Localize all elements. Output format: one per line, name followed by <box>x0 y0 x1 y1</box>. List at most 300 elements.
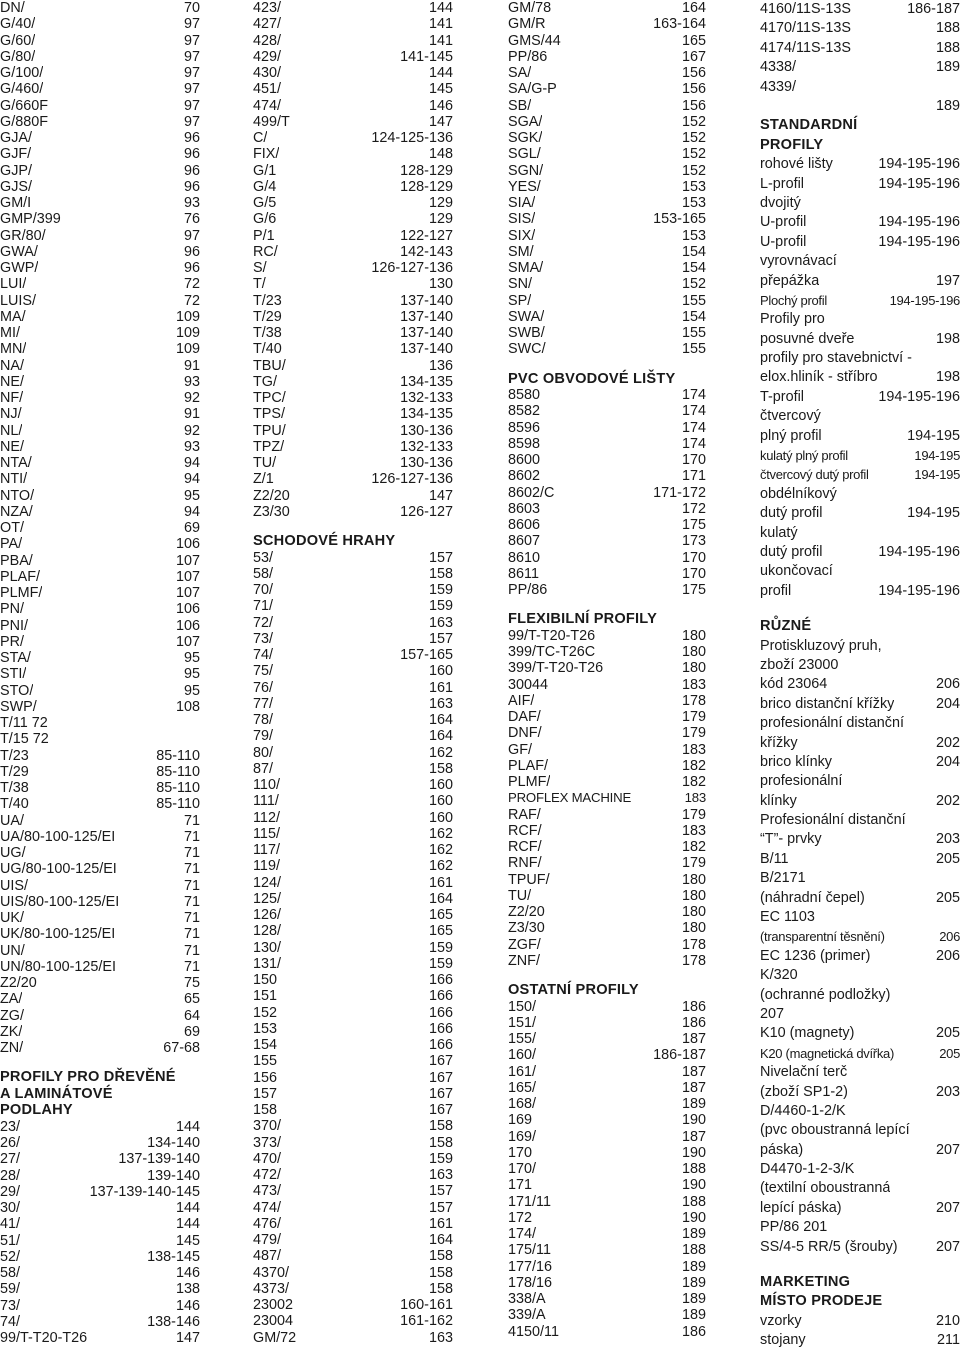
index-entry <box>253 745 453 761</box>
product-code: 172 <box>508 1209 533 1226</box>
product-code: LUI/ <box>0 276 27 293</box>
product-code: LUIS/ <box>0 292 36 309</box>
index-entry <box>760 504 960 523</box>
product-code: 73/ <box>253 630 274 647</box>
index-entry <box>508 130 706 146</box>
index-entry <box>760 485 960 504</box>
product-code: profesionální distanční <box>760 715 904 732</box>
product-code: SIX/ <box>508 227 536 244</box>
index-entry <box>508 1047 706 1063</box>
index-entry <box>253 550 453 566</box>
index-entry <box>253 1200 453 1216</box>
index-entry <box>253 777 453 793</box>
index-entry <box>508 953 706 969</box>
product-code: 150 <box>253 972 278 988</box>
product-code: SGL/ <box>508 146 541 163</box>
index-entry <box>0 618 200 634</box>
product-code: 128/ <box>253 923 282 940</box>
index-entry <box>0 439 200 455</box>
product-code: dvojitý <box>760 194 801 211</box>
index-entry <box>0 1233 200 1249</box>
index-entry <box>253 163 453 179</box>
product-code: 8611 <box>508 565 539 582</box>
index-entry <box>0 1008 200 1024</box>
product-code: T/40 <box>0 796 29 813</box>
page-number: 107 <box>175 552 200 569</box>
index-column-1 <box>0 0 200 1346</box>
page-number: 167 <box>681 48 706 65</box>
index-entry <box>253 1330 453 1346</box>
product-code: 124/ <box>253 874 282 891</box>
section-spacer <box>508 358 706 371</box>
product-code: Z3/30 <box>253 503 290 520</box>
product-code: 52/ <box>0 1248 21 1265</box>
product-code: UA/80-100-125/EI <box>0 828 116 845</box>
index-entry <box>508 309 706 325</box>
product-code: UN/80-100-125/EI <box>0 958 116 975</box>
index-entry <box>508 823 706 839</box>
product-code: UG/80-100-125/EI <box>0 861 117 878</box>
page-number: 134-135 <box>400 406 453 423</box>
product-code: G/100/ <box>0 65 44 81</box>
product-code: 72/ <box>253 614 274 631</box>
product-code: 73/ <box>0 1297 21 1314</box>
index-entry <box>0 520 200 536</box>
product-code: 99/T-T20-T26 <box>508 627 596 644</box>
product-code: PA/ <box>0 536 23 553</box>
product-code: 8607 <box>508 533 541 550</box>
index-entry <box>508 517 706 533</box>
product-code: 150/ <box>508 998 537 1015</box>
index-entry <box>0 0 200 16</box>
page-number: 109 <box>175 308 200 325</box>
product-code: SP/ <box>508 292 532 309</box>
product-code: Z2/20 <box>0 975 37 991</box>
index-entry <box>0 114 200 130</box>
index-entry <box>0 845 200 861</box>
page-number: 95 <box>183 487 200 504</box>
page-number: 190 <box>681 1112 706 1129</box>
product-code: G/60/ <box>0 32 36 49</box>
page-number: 194-195 <box>914 448 960 464</box>
product-code: SWP/ <box>0 698 37 715</box>
page-number: 139-140 <box>147 1167 200 1184</box>
product-code: plný profil <box>760 427 822 444</box>
page-number: 92 <box>183 390 200 406</box>
page-number: 91 <box>183 357 200 374</box>
page-number: 170 <box>681 452 706 468</box>
index-entry <box>760 330 960 349</box>
page-number: 141-145 <box>400 48 453 65</box>
index-entry <box>760 927 960 946</box>
page-number: 166 <box>428 1004 453 1021</box>
page-number: 194-195 <box>914 467 960 483</box>
product-code: SWB/ <box>508 325 545 341</box>
page-number: 94 <box>183 471 200 488</box>
page-number: 97 <box>183 113 200 130</box>
product-code: GMP/399 <box>0 211 61 228</box>
index-entry <box>760 427 960 446</box>
page-number: 156 <box>681 65 706 81</box>
index-entry <box>760 1121 960 1140</box>
product-code: RCF/ <box>508 839 542 855</box>
index-entry <box>0 390 200 406</box>
product-code: stojany <box>760 1332 806 1349</box>
page-number: 153 <box>681 195 706 211</box>
index-entry <box>508 774 706 790</box>
page-number: 163 <box>428 695 453 712</box>
page-number: 94 <box>183 503 200 520</box>
product-code: 207 <box>760 1005 785 1022</box>
index-entry <box>253 179 453 195</box>
page-number: 158 <box>428 1264 453 1281</box>
index-entry <box>253 598 453 614</box>
product-code: EC 1103 <box>760 909 815 926</box>
page-number: 160 <box>428 809 453 826</box>
page-number: 144 <box>175 1200 200 1216</box>
page-number: 164 <box>428 890 453 907</box>
page-number: 138-146 <box>147 1313 200 1330</box>
page-number: 182 <box>681 774 706 790</box>
product-code: 174/ <box>508 1226 537 1242</box>
product-code: Z2/20 <box>508 904 545 920</box>
page-number: 171 <box>681 468 706 485</box>
product-code: 4160/11S-13S <box>760 1 851 17</box>
product-code: PLAF/ <box>0 568 40 585</box>
page-number: 76 <box>183 211 200 228</box>
page-number: 147 <box>428 113 453 130</box>
page-number: 167 <box>428 1069 453 1086</box>
page-number: 71 <box>183 877 200 894</box>
index-column-2 <box>253 0 453 1346</box>
product-code: 472/ <box>253 1167 282 1183</box>
product-code: GM/78 <box>508 0 552 16</box>
index-entry <box>508 1194 706 1210</box>
product-code: brico klínky <box>760 753 832 770</box>
product-code: GJA/ <box>0 130 32 146</box>
index-entry <box>0 991 200 1007</box>
page-number: 187 <box>681 1128 706 1145</box>
index-entry <box>253 956 453 972</box>
page-number: 70 <box>183 0 200 16</box>
page-number: 157 <box>428 1183 453 1200</box>
product-code: SN/ <box>508 276 532 293</box>
product-code: GJP/ <box>0 162 32 179</box>
product-code: T/11 72 <box>0 715 48 731</box>
product-code: 8602/C <box>508 484 555 501</box>
page-number: 164 <box>681 0 706 16</box>
product-code: D4470-1-2-3/K <box>760 1161 855 1178</box>
product-code: STA/ <box>0 650 31 666</box>
index-entry <box>0 244 200 260</box>
page-number: 91 <box>183 406 200 423</box>
index-entry <box>0 325 200 341</box>
index-entry <box>508 341 706 357</box>
product-code: PROFLEX MACHINE <box>508 790 632 806</box>
page-number: 194-195 <box>907 427 960 444</box>
product-code: 70/ <box>253 582 274 598</box>
index-entry <box>760 675 960 694</box>
page-number: 71 <box>183 942 200 959</box>
page-number: 205 <box>935 889 960 906</box>
product-code: čtvercový <box>760 408 821 425</box>
index-entry <box>508 276 706 292</box>
product-code: 8610 <box>508 549 541 566</box>
page-number: 128-129 <box>400 162 453 179</box>
index-entry <box>760 869 960 888</box>
index-entry <box>0 1330 200 1346</box>
index-entry <box>253 680 453 696</box>
index-entry <box>253 293 453 309</box>
product-code: (pvc oboustranná lepící <box>760 1122 910 1139</box>
index-entry <box>253 65 453 81</box>
index-entry <box>253 0 453 16</box>
product-code: 80/ <box>253 744 274 761</box>
page-number: 182 <box>681 839 706 855</box>
page-number: 161 <box>428 679 453 696</box>
product-code: 165/ <box>508 1079 537 1096</box>
page-number: 186 <box>681 998 706 1015</box>
page-number: 166 <box>428 1037 453 1053</box>
product-code: TPZ/ <box>253 438 285 455</box>
index-entry <box>760 582 960 601</box>
index-entry <box>253 566 453 582</box>
page-number: 197 <box>935 272 960 289</box>
product-code: profil <box>760 582 792 599</box>
index-entry <box>0 1200 200 1216</box>
product-code: 171 <box>508 1177 533 1194</box>
product-code: 451/ <box>253 81 282 98</box>
page-number: 183 <box>684 790 706 806</box>
product-code: T-profil <box>760 388 804 405</box>
index-entry <box>508 999 706 1015</box>
product-code: MN/ <box>0 341 27 358</box>
page-number: 188 <box>681 1193 706 1210</box>
index-entry <box>760 830 960 849</box>
product-code: 53/ <box>253 549 274 566</box>
index-entry <box>253 504 453 520</box>
index-entry <box>253 1070 453 1086</box>
product-code: G/6 <box>253 211 277 228</box>
page-number: 96 <box>183 146 200 163</box>
page-number: 194-195-196 <box>878 156 960 173</box>
index-entry <box>508 244 706 260</box>
product-code: 427/ <box>253 16 282 33</box>
index-entry <box>0 1151 200 1167</box>
index-entry <box>0 130 200 146</box>
page-number: 97 <box>183 48 200 65</box>
index-entry <box>508 1015 706 1031</box>
product-code: 8596 <box>508 419 541 436</box>
product-code: 74/ <box>0 1313 21 1330</box>
product-code: GWA/ <box>0 243 38 260</box>
product-code: SA/G-P <box>508 81 557 98</box>
product-code: 423/ <box>253 0 282 16</box>
product-code: G/660F <box>0 97 48 114</box>
index-entry <box>0 1040 200 1056</box>
product-code: 26/ <box>0 1135 21 1151</box>
page-number: 157-165 <box>400 647 453 663</box>
product-code: 112/ <box>253 809 280 826</box>
product-code: SGK/ <box>508 130 543 146</box>
index-entry <box>508 325 706 341</box>
index-entry <box>253 1313 453 1329</box>
page-number: 198 <box>935 330 960 347</box>
index-column-4 <box>760 0 960 1351</box>
index-entry <box>0 1265 200 1281</box>
page-number: 202 <box>935 792 960 809</box>
index-entry <box>253 631 453 647</box>
section-heading: MÍSTO PRODEJE <box>760 1293 883 1310</box>
index-entry <box>760 524 960 543</box>
product-code: 78/ <box>253 712 274 728</box>
product-code: ZK/ <box>0 1023 23 1040</box>
product-code: UN/ <box>0 942 25 959</box>
product-code: STO/ <box>0 682 34 699</box>
product-code: 399/T-T20-T26 <box>508 660 604 677</box>
index-entry <box>0 634 200 650</box>
product-code: GJF/ <box>0 146 32 163</box>
index-entry <box>0 748 200 764</box>
index-entry <box>0 1216 200 1232</box>
page-number: 85-110 <box>156 796 200 813</box>
index-entry <box>760 1179 960 1198</box>
index-entry <box>760 562 960 581</box>
page-number: 188 <box>935 20 960 37</box>
product-code: G/4 <box>253 178 277 195</box>
page-number: 190 <box>681 1144 706 1161</box>
product-code: DNF/ <box>508 725 542 742</box>
page-number: 106 <box>175 536 200 553</box>
index-entry <box>508 709 706 725</box>
product-code: (transparentní těsnění) <box>760 929 885 945</box>
page-number: 162 <box>428 842 453 858</box>
page-number: 175 <box>681 582 706 598</box>
page-number: 159 <box>428 598 453 615</box>
product-code: 474/ <box>253 1199 282 1216</box>
product-code: 476/ <box>253 1215 282 1232</box>
section-heading: A LAMINÁTOVÉ <box>0 1085 113 1102</box>
index-entry <box>0 796 200 812</box>
page-number: 93 <box>183 195 200 211</box>
product-code: PLAF/ <box>508 757 548 774</box>
page-number: 165 <box>428 923 453 940</box>
index-entry <box>760 850 960 869</box>
page-number: 71 <box>183 910 200 926</box>
index-entry <box>0 715 200 731</box>
page-number: 163 <box>428 614 453 631</box>
index-entry <box>0 1168 200 1184</box>
product-code: P/1 <box>253 227 275 244</box>
page-number: 206 <box>935 676 960 693</box>
index-entry <box>0 488 200 504</box>
index-entry <box>0 926 200 942</box>
index-entry <box>0 163 200 179</box>
section-heading: PROFILY <box>760 136 824 153</box>
product-code: 430/ <box>253 65 282 81</box>
product-code: 499/T <box>253 113 290 130</box>
product-code: 170/ <box>508 1161 537 1177</box>
product-code: 154 <box>253 1037 278 1053</box>
product-code: 4174/11S-13S <box>760 39 851 56</box>
index-entry <box>253 276 453 292</box>
index-entry <box>760 1024 960 1043</box>
page-number: 188 <box>935 39 960 56</box>
product-code: NA/ <box>0 357 24 374</box>
index-entry <box>253 114 453 130</box>
product-code: T/ <box>253 276 266 293</box>
product-code: G/40/ <box>0 16 36 33</box>
product-code: Profily pro <box>760 311 825 328</box>
product-code: 474/ <box>253 97 282 114</box>
product-code: DN/ <box>0 0 25 16</box>
product-code: SWA/ <box>508 308 545 325</box>
index-entry <box>508 1324 706 1340</box>
index-entry <box>508 179 706 195</box>
page-number: 202 <box>935 734 960 751</box>
product-code: 155/ <box>508 1031 537 1047</box>
index-entry <box>0 650 200 666</box>
section-heading: PROFILY PRO DŘEVĚNÉ <box>0 1069 176 1086</box>
page-number: 165 <box>428 907 453 923</box>
index-entry <box>508 1129 706 1145</box>
section-spacer <box>760 601 960 617</box>
index-entry <box>760 233 960 252</box>
index-entry <box>508 1226 706 1242</box>
index-entry <box>760 446 960 465</box>
index-entry <box>0 878 200 894</box>
index-entry <box>253 1086 453 1102</box>
index-entry <box>508 33 706 49</box>
page-number: 152 <box>681 276 706 293</box>
page-number: 108 <box>175 698 200 715</box>
index-entry <box>760 1005 960 1024</box>
index-entry <box>253 923 453 939</box>
index-entry <box>760 1312 960 1331</box>
index-entry <box>253 761 453 777</box>
product-code: 4170/11S-13S <box>760 20 851 37</box>
index-entry <box>508 485 706 501</box>
page-number: 154 <box>681 243 706 260</box>
page-number: 97 <box>183 65 200 81</box>
product-code: 4373/ <box>253 1280 290 1297</box>
index-entry <box>508 1145 706 1161</box>
page-number: 144 <box>175 1118 200 1135</box>
page-number: 124-125-136 <box>371 130 453 146</box>
page-number: 85-110 <box>156 747 200 764</box>
product-code: SIA/ <box>508 195 536 211</box>
product-code: 151 <box>253 988 278 1005</box>
index-entry <box>508 1275 706 1291</box>
page-number: 155 <box>681 341 706 358</box>
index-entry <box>253 1005 453 1021</box>
section-heading: STANDARDNÍ <box>760 117 858 134</box>
index-entry <box>760 19 960 38</box>
index-entry <box>0 309 200 325</box>
index-entry <box>508 163 706 179</box>
product-code: Protiskluzový pruh, <box>760 637 882 654</box>
page-number: 189 <box>681 1258 706 1275</box>
product-code: GMS/44 <box>508 32 561 49</box>
page-number: 207 <box>935 1141 960 1158</box>
page-number: 107 <box>175 585 200 601</box>
product-code: G/1 <box>253 162 277 179</box>
page-number: 147 <box>175 1330 200 1346</box>
product-code: 399/TC-T26C <box>508 644 596 660</box>
index-entry <box>253 195 453 211</box>
page-number: 164 <box>428 712 453 728</box>
product-code: NTI/ <box>0 471 28 488</box>
